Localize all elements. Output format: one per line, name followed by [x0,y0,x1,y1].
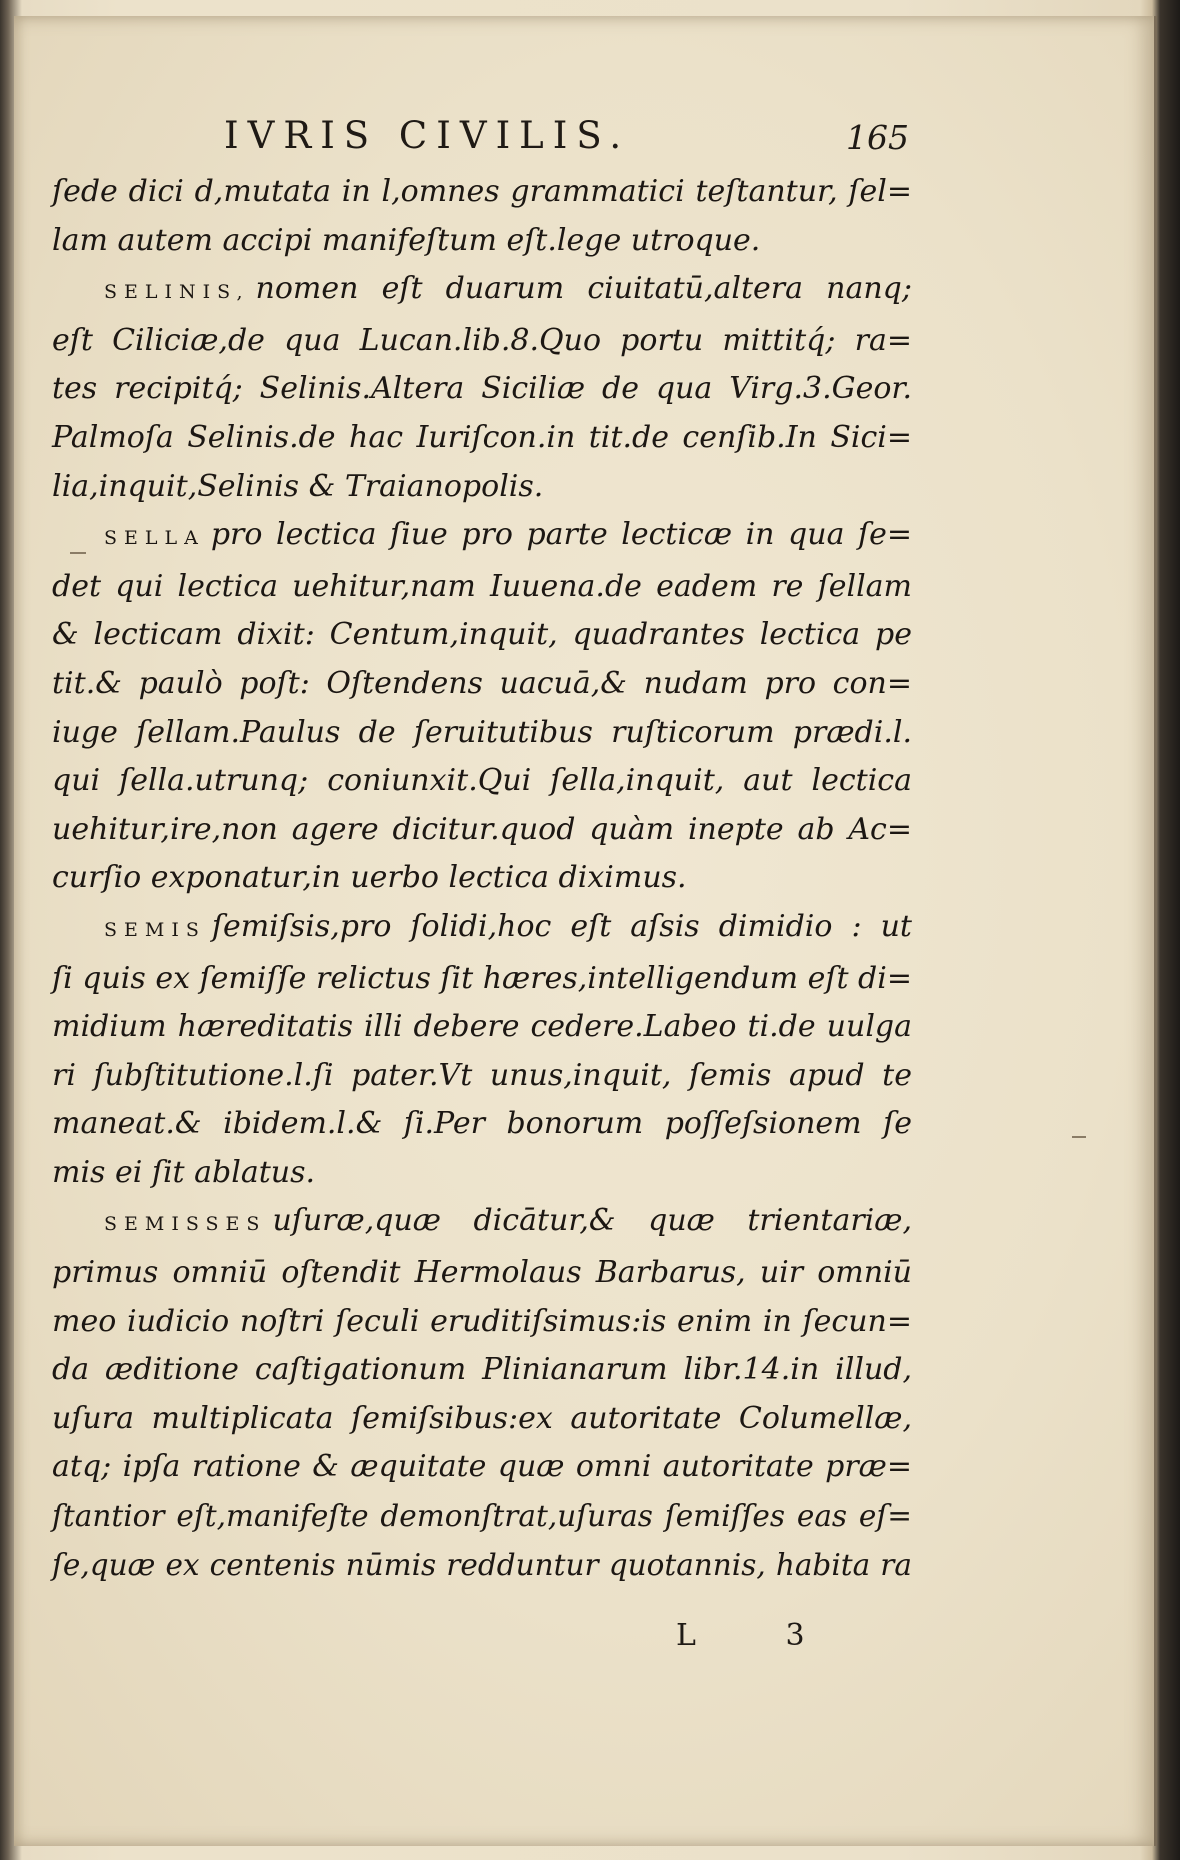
entry-headword: SEMISSES [104,1213,267,1236]
text-line: midium hæreditatis illi debere cedere.Labeo ti.de uulga [52,1009,912,1045]
text-line: primus omniū oſtendit Hermolaus Barbarus, uir omniū [52,1255,912,1291]
text-line: atq; ipſa ratione & æquitate quæ omni autoritate præ= [52,1449,912,1485]
text-line: ſede dici d,mutata in l,omnes grammatici teſtantur, ſel= [52,174,912,209]
text-line: da æditione caſtigationum Plinianarum libr.14.in illud, [52,1352,912,1388]
text-line: det qui lectica uehitur,nam Iuuena.de eadem re ſellam [52,568,912,604]
entry-headword: SELLA [104,527,205,550]
text-line: mis ei ſit ablatus. [52,1154,316,1190]
text-line: curſio exponatur,in uerbo lectica diximus. [52,860,687,896]
text-line: maneat.& ibidem.l.& ſi.Per bonorum poſſeſsionem ſe [52,1106,912,1142]
text-line: uſura multiplicata ſemiſsibus:ex autoritate Columellæ, [52,1400,912,1436]
entry-line: SELLA pro lectica ſiue pro parte lecticæ in qua ſe= [104,517,912,553]
text-line: Palmoſa Selinis.de hac Iuriſcon.in tit.de cenſib.In Sici= [52,419,912,455]
running-title: IVRIS CIVILIS. [224,114,631,157]
entry-line: SEMIS ſemiſsis,pro ſolidi,hoc eſt aſsis dimidio : ut [104,908,912,944]
margin-mark [1072,1136,1086,1138]
text-line: meo iudicio noſtri ſeculi eruditiſsimus:is enim in ſecun= [52,1303,912,1339]
text-line: ſe,quæ ex centenis nūmis redduntur quotannis, habita ra [52,1547,912,1582]
text-line: qui ſella.utrunq; coniunxit.Qui ſella,inquit, aut lectica [52,763,912,799]
entry-line: SELINIS, nomen eſt duarum ciuitatū,altera nanq; [104,271,912,307]
text-line: & lecticam dixit: Centum,inquit, quadrantes lectica pe [52,617,912,653]
text-line: eſt Ciliciæ,de qua Lucan.lib.8.Quo portu mittitq́; ra= [52,322,912,358]
signature-mark: L 3 [676,1618,845,1653]
text-line: uehitur,ire,non agere dicitur.quod quàm inepte ab Ac= [52,811,912,847]
text-line: ſtantior eſt,manifeſte demonſtrat,uſuras ſemiſſes eas eſ= [52,1499,912,1534]
page-number: 165 [846,118,909,157]
entry-line: SEMISSES uſuræ,quæ dicātur,& quæ trientariæ, [104,1203,912,1239]
entry-headword: SELINIS, [104,281,250,304]
book-page [14,16,1157,1846]
entry-headword: SEMIS [104,918,206,941]
text-line: ri ſubſtitutione.l.ſi pater.Vt unus,inquit, ſemis apud te [52,1057,912,1093]
body-text [52,168,912,1589]
text-line: tit.& paulò poſt: Oſtendens uacuā,& nudam pro con= [52,665,912,701]
text-line: lam autem accipi manifeſtum eſt.lege utroque. [52,222,761,258]
text-line: iuge ſellam.Paulus de ſeruitutibus ruſticorum prædi.l. [52,714,912,750]
text-line: tes recipitq́; Selinis.Altera Siciliæ de qua Virg.3.Geor. [52,371,912,407]
text-line: ſi quis ex ſemiſſe relictus ſit hæres,intelligendum eſt di= [52,960,912,996]
text-line: lia,inquit,Selinis & Traianopolis. [52,468,544,504]
